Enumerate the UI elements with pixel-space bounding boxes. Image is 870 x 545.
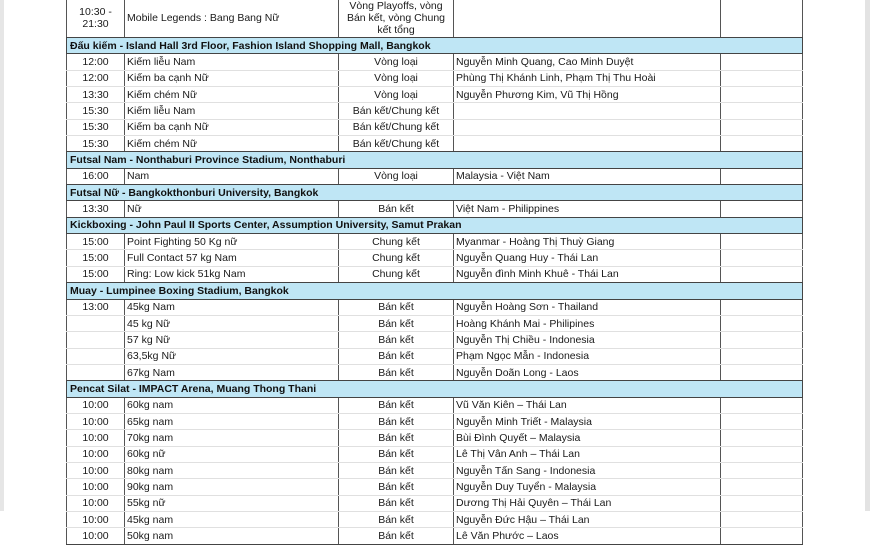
table-row	[67, 511, 803, 527]
event-cell: Nam	[125, 168, 339, 184]
table-row	[67, 103, 803, 119]
table-row	[67, 364, 803, 380]
notes-cell	[721, 479, 803, 495]
notes-cell	[721, 462, 803, 478]
athletes-cell	[454, 136, 721, 152]
event-cell: 70kg nam	[125, 430, 339, 446]
athletes-cell: Nguyễn Phương Kim, Vũ Thị Hồng	[454, 87, 721, 103]
table-row	[67, 430, 803, 446]
notes-cell	[721, 528, 803, 544]
athletes-cell: Nguyễn Đức Hậu – Thái Lan	[454, 511, 721, 527]
notes-cell	[721, 234, 803, 250]
table-row	[67, 479, 803, 495]
athletes-cell: Nguyễn Minh Quang, Cao Minh Duyệt	[454, 54, 721, 70]
time-cell: 15:30	[67, 119, 125, 135]
section-header	[67, 152, 803, 168]
event-cell: Mobile Legends : Bang Bang Nữ	[125, 0, 339, 38]
notes-cell	[721, 136, 803, 152]
athletes-cell: Nguyễn Duy Tuyển - Malaysia	[454, 479, 721, 495]
notes-cell	[721, 430, 803, 446]
athletes-cell: Nguyễn Thị Chiều - Indonesia	[454, 332, 721, 348]
table-row	[67, 315, 803, 331]
athletes-cell: Nguyễn Quang Huy - Thái Lan	[454, 250, 721, 266]
round-cell: Chung kết	[339, 250, 454, 266]
round-cell: Bán kết	[339, 528, 454, 544]
round-cell: Bán kết/Chung kết	[339, 136, 454, 152]
event-cell: 45 kg Nữ	[125, 315, 339, 331]
event-cell: Kiếm chém Nữ	[125, 87, 339, 103]
time-cell: 15:00	[67, 250, 125, 266]
event-cell: Kiếm chém Nữ	[125, 136, 339, 152]
table-row	[67, 234, 803, 250]
time-cell: 10:30 - 21:30	[67, 0, 125, 38]
event-cell: Kiếm ba cạnh Nữ	[125, 119, 339, 135]
event-cell: 45kg Nam	[125, 299, 339, 315]
time-cell: 10:00	[67, 479, 125, 495]
table-row	[67, 462, 803, 478]
section-header	[67, 185, 803, 201]
schedule-table	[66, 0, 803, 545]
notes-cell	[721, 87, 803, 103]
table-row	[67, 397, 803, 413]
athletes-cell: Hoàng Khánh Mai - Philipines	[454, 315, 721, 331]
time-cell: 12:00	[67, 54, 125, 70]
table-row	[67, 446, 803, 462]
notes-cell	[721, 70, 803, 86]
notes-cell	[721, 315, 803, 331]
notes-cell	[721, 511, 803, 527]
table-row	[67, 332, 803, 348]
event-cell: 55kg nữ	[125, 495, 339, 511]
table-row	[67, 495, 803, 511]
event-cell: 90kg nam	[125, 479, 339, 495]
round-cell: Bán kết	[339, 299, 454, 315]
table-row	[67, 136, 803, 152]
round-cell: Bán kết	[339, 332, 454, 348]
table-row	[67, 250, 803, 266]
time-cell: 10:00	[67, 397, 125, 413]
scrollbar-track[interactable]	[865, 0, 870, 511]
section-header	[67, 217, 803, 233]
event-cell: 63,5kg Nữ	[125, 348, 339, 364]
round-cell: Vòng loại	[339, 54, 454, 70]
event-cell: 60kg nam	[125, 397, 339, 413]
section-title: Kickboxing - John Paul II Sports Center, Assumption University, Samut Prakan	[67, 217, 803, 233]
event-cell: Full Contact 57 kg Nam	[125, 250, 339, 266]
athletes-cell	[454, 119, 721, 135]
event-cell: 65kg nam	[125, 413, 339, 429]
table-row	[67, 528, 803, 544]
time-cell: 10:00	[67, 430, 125, 446]
notes-cell	[721, 168, 803, 184]
time-cell: 10:00	[67, 511, 125, 527]
athletes-cell: Phạm Ngọc Mẫn - Indonesia	[454, 348, 721, 364]
athletes-cell: Nguyễn đình Minh Khuê - Thái Lan	[454, 266, 721, 282]
time-cell: 13:30	[67, 201, 125, 217]
event-cell: Nữ	[125, 201, 339, 217]
table-row	[67, 54, 803, 70]
time-cell: 13:30	[67, 87, 125, 103]
event-cell: Kiếm liễu Nam	[125, 103, 339, 119]
athletes-cell: Nguyễn Tấn Sang - Indonesia	[454, 462, 721, 478]
notes-cell	[721, 250, 803, 266]
table-row	[67, 348, 803, 364]
round-cell: Bán kết	[339, 413, 454, 429]
athletes-cell: Nguyễn Hoàng Sơn - Thailand	[454, 299, 721, 315]
time-cell: 13:00	[67, 299, 125, 315]
athletes-cell: Malaysia - Việt Nam	[454, 168, 721, 184]
athletes-cell: Dương Thị Hải Quyên – Thái Lan	[454, 495, 721, 511]
round-cell: Bán kết	[339, 348, 454, 364]
notes-cell	[721, 446, 803, 462]
time-cell: 15:30	[67, 103, 125, 119]
section-title: Futsal Nam - Nonthaburi Province Stadium, Nonthaburi	[67, 152, 803, 168]
event-cell: Kiếm liễu Nam	[125, 54, 339, 70]
round-cell: Bán kết	[339, 479, 454, 495]
notes-cell	[721, 332, 803, 348]
time-cell: 15:00	[67, 234, 125, 250]
round-cell: Vòng loại	[339, 168, 454, 184]
time-cell	[67, 332, 125, 348]
round-cell: Chung kết	[339, 266, 454, 282]
left-page-margin	[0, 0, 4, 511]
athletes-cell: Lê Thị Vân Anh – Thái Lan	[454, 446, 721, 462]
notes-cell	[721, 103, 803, 119]
notes-cell	[721, 0, 803, 38]
time-cell: 15:30	[67, 136, 125, 152]
notes-cell	[721, 364, 803, 380]
athletes-cell: Myanmar - Hoàng Thị Thuỳ Giang	[454, 234, 721, 250]
table-row	[67, 87, 803, 103]
athletes-cell: Lê Văn Phước – Laos	[454, 528, 721, 544]
notes-cell	[721, 201, 803, 217]
time-cell: 15:00	[67, 266, 125, 282]
event-cell: Kiếm ba cạnh Nữ	[125, 70, 339, 86]
notes-cell	[721, 348, 803, 364]
athletes-cell: Nguyễn Minh Triết - Malaysia	[454, 413, 721, 429]
time-cell	[67, 348, 125, 364]
section-header	[67, 381, 803, 397]
time-cell: 10:00	[67, 446, 125, 462]
round-cell: Bán kết	[339, 397, 454, 413]
round-cell: Bán kết	[339, 495, 454, 511]
event-cell: 60kg nữ	[125, 446, 339, 462]
section-title: Đấu kiếm - Island Hall 3rd Floor, Fashion Island Shopping Mall, Bangkok	[67, 38, 803, 54]
round-cell: Vòng Playoffs, vòng Bán kết, vòng Chung kết tổng	[339, 0, 454, 38]
time-cell: 16:00	[67, 168, 125, 184]
table-row	[67, 266, 803, 282]
time-cell: 10:00	[67, 495, 125, 511]
section-header	[67, 283, 803, 299]
section-title: Pencat Silat - IMPACT Arena, Muang Thong Thani	[67, 381, 803, 397]
round-cell: Bán kết	[339, 511, 454, 527]
table-row	[67, 201, 803, 217]
round-cell: Bán kết	[339, 315, 454, 331]
event-cell: Point Fighting 50 Kg nữ	[125, 234, 339, 250]
schedule-document	[66, 0, 802, 545]
notes-cell	[721, 397, 803, 413]
section-title: Futsal Nữ - Bangkokthonburi University, Bangkok	[67, 185, 803, 201]
notes-cell	[721, 266, 803, 282]
round-cell: Bán kết/Chung kết	[339, 103, 454, 119]
notes-cell	[721, 119, 803, 135]
section-title: Muay - Lumpinee Boxing Stadium, Bangkok	[67, 283, 803, 299]
notes-cell	[721, 495, 803, 511]
event-cell: Ring: Low kick 51kg Nam	[125, 266, 339, 282]
round-cell: Bán kết	[339, 430, 454, 446]
event-cell: 50kg nam	[125, 528, 339, 544]
table-row	[67, 168, 803, 184]
table-row	[67, 299, 803, 315]
athletes-cell: Nguyễn Doãn Long - Laos	[454, 364, 721, 380]
table-row	[67, 119, 803, 135]
time-cell: 10:00	[67, 462, 125, 478]
round-cell: Bán kết	[339, 462, 454, 478]
time-cell: 12:00	[67, 70, 125, 86]
round-cell: Chung kết	[339, 234, 454, 250]
athletes-cell	[454, 0, 721, 38]
event-cell: 45kg nam	[125, 511, 339, 527]
round-cell: Vòng loại	[339, 87, 454, 103]
round-cell: Bán kết	[339, 364, 454, 380]
time-cell	[67, 364, 125, 380]
athletes-cell	[454, 103, 721, 119]
time-cell	[67, 315, 125, 331]
notes-cell	[721, 413, 803, 429]
time-cell: 10:00	[67, 413, 125, 429]
event-cell: 67kg Nam	[125, 364, 339, 380]
table-row	[67, 0, 803, 38]
notes-cell	[721, 299, 803, 315]
event-cell: 80kg nam	[125, 462, 339, 478]
athletes-cell: Vũ Văn Kiên – Thái Lan	[454, 397, 721, 413]
round-cell: Vòng loại	[339, 70, 454, 86]
athletes-cell: Bùi Đình Quyết – Malaysia	[454, 430, 721, 446]
section-header	[67, 38, 803, 54]
athletes-cell: Phùng Thị Khánh Linh, Phạm Thị Thu Hoài	[454, 70, 721, 86]
round-cell: Bán kết	[339, 201, 454, 217]
athletes-cell: Việt Nam - Philippines	[454, 201, 721, 217]
event-cell: 57 kg Nữ	[125, 332, 339, 348]
round-cell: Bán kết	[339, 446, 454, 462]
time-cell: 10:00	[67, 528, 125, 544]
notes-cell	[721, 54, 803, 70]
table-row	[67, 413, 803, 429]
round-cell: Bán kết/Chung kết	[339, 119, 454, 135]
table-row	[67, 70, 803, 86]
